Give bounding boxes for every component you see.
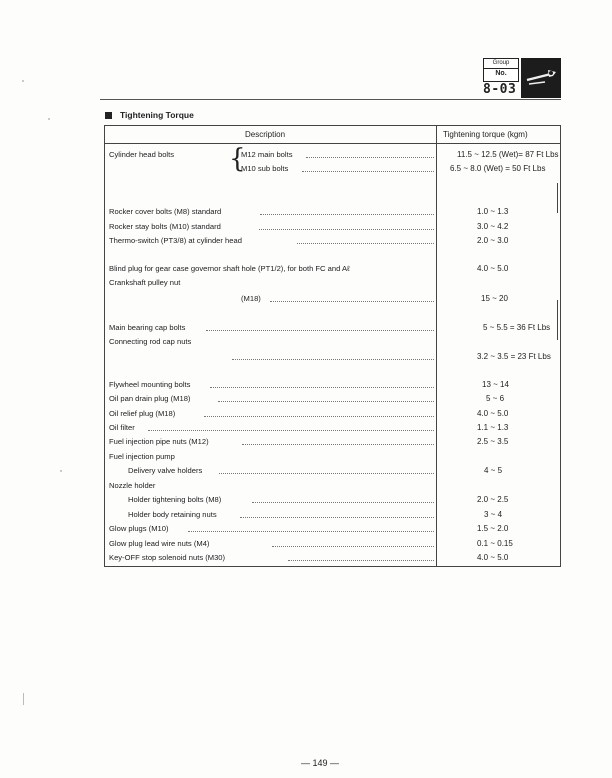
row-desc: Cylinder head bolts bbox=[109, 150, 175, 159]
leader-dots bbox=[218, 401, 434, 402]
leader-dots bbox=[260, 214, 434, 215]
leader-dots bbox=[252, 502, 434, 503]
group-number-box bbox=[483, 58, 561, 98]
row-value: 4.0 ~ 5.0 bbox=[477, 409, 509, 418]
row-desc: Rocker cover bolts (M8) standard bbox=[109, 207, 222, 216]
leader-dots bbox=[270, 301, 434, 302]
leader-dots bbox=[204, 416, 434, 417]
group-label-text: Group bbox=[492, 60, 510, 66]
leader-dots bbox=[240, 517, 434, 518]
brace-symbol: { bbox=[229, 144, 246, 174]
leader-dots bbox=[272, 546, 434, 547]
row-desc: Oil pan drain plug (M18) bbox=[109, 394, 191, 403]
row-value: 5 ~ 5.5 = 36 Ft Lbs bbox=[483, 323, 551, 332]
row-desc: Rocker stay bolts (M10) standard bbox=[109, 222, 221, 231]
group-number: 8-03 bbox=[483, 82, 517, 97]
row-desc: Blind plug for gear case governor shaft hole (PT1/2), for both FC and Aℓ bbox=[109, 264, 350, 273]
leader-dots bbox=[242, 444, 434, 445]
row-desc: Crankshaft pulley nut bbox=[109, 278, 181, 287]
row-sub: M10 sub bolts bbox=[241, 164, 289, 173]
scan-speck bbox=[48, 118, 50, 120]
section-title-text: Tightening Torque bbox=[120, 110, 194, 120]
row-desc: Oil relief plug (M18) bbox=[109, 409, 176, 418]
leader-dots bbox=[259, 229, 434, 230]
row-desc: Oil filter bbox=[109, 423, 135, 432]
row-value: 0.1 ~ 0.15 bbox=[477, 539, 513, 548]
row-value: 11.5 ~ 12.5 (Wet)= 87 Ft Lbs bbox=[457, 150, 559, 159]
header-rule bbox=[100, 99, 561, 100]
row-value: 3.2 ~ 3.5 = 23 Ft Lbs bbox=[477, 352, 551, 361]
leader-dots bbox=[306, 157, 434, 158]
row-value: 6.5 ~ 8.0 (Wet) = 50 Ft Lbs bbox=[450, 164, 546, 173]
header-torque: Tightening torque (kgm) bbox=[443, 130, 528, 139]
leader-dots bbox=[297, 243, 434, 244]
row-desc: Thermo-switch (PT3/8) at cylinder head bbox=[109, 236, 242, 245]
leader-dots bbox=[219, 473, 434, 474]
row-value: 1.5 ~ 2.0 bbox=[477, 524, 509, 533]
row-value: 4.0 ~ 5.0 bbox=[477, 553, 509, 562]
leader-dots bbox=[206, 330, 434, 331]
row-desc: Main bearing cap bolts bbox=[109, 323, 186, 332]
row-value: 4 ~ 5 bbox=[484, 466, 503, 475]
leader-dots bbox=[148, 430, 434, 431]
row-value: 3 ~ 4 bbox=[484, 510, 503, 519]
row-value: 4.0 ~ 5.0 bbox=[477, 264, 509, 273]
wrench-icon bbox=[521, 58, 561, 98]
row-desc: Holder tightening bolts (M8) bbox=[128, 495, 222, 504]
row-value: 2.0 ~ 3.0 bbox=[477, 236, 509, 245]
row-desc: (M18) bbox=[241, 294, 261, 303]
row-value: 15 ~ 20 bbox=[481, 294, 508, 303]
group-label bbox=[483, 58, 519, 82]
section-title bbox=[105, 110, 194, 120]
row-desc: Holder body retaining nuts bbox=[128, 510, 217, 519]
row-desc: Flywheel mounting bolts bbox=[109, 380, 191, 389]
row-value: 5 ~ 6 bbox=[486, 394, 505, 403]
row-sub: M12 main bolts bbox=[241, 150, 293, 159]
handwritten-mark bbox=[557, 183, 558, 213]
row-value: 2.0 ~ 2.5 bbox=[477, 495, 509, 504]
leader-dots bbox=[188, 531, 434, 532]
row-value: 3.0 ~ 4.2 bbox=[477, 222, 509, 231]
row-value: 1.1 ~ 1.3 bbox=[477, 423, 509, 432]
row-desc: Delivery valve holders bbox=[128, 466, 203, 475]
row-desc: Fuel injection pump bbox=[109, 452, 175, 461]
row-desc: Key-OFF stop solenoid nuts (M30) bbox=[109, 553, 226, 562]
leader-dots bbox=[288, 560, 434, 561]
leader-dots bbox=[302, 171, 434, 172]
scan-speck bbox=[60, 470, 62, 472]
bullet-square-icon bbox=[105, 112, 112, 119]
row-desc: Connecting rod cap nuts bbox=[109, 337, 192, 346]
row-value: 2.5 ~ 3.5 bbox=[477, 437, 509, 446]
group-no-text: No. bbox=[484, 68, 518, 78]
scan-speck bbox=[22, 80, 24, 82]
scan-speck bbox=[23, 693, 24, 705]
handwritten-mark bbox=[557, 300, 558, 340]
leader-dots bbox=[210, 387, 434, 388]
row-desc: Glow plug lead wire nuts (M4) bbox=[109, 539, 210, 548]
row-desc: Glow plugs (M10) bbox=[109, 524, 169, 533]
row-value: 1.0 ~ 1.3 bbox=[477, 207, 509, 216]
row-desc: Nozzle holder bbox=[109, 481, 156, 490]
row-value: 13 ~ 14 bbox=[482, 380, 509, 389]
table-header-divider bbox=[104, 143, 561, 144]
leader-dots bbox=[232, 359, 434, 360]
row-desc: Fuel injection pipe nuts (M12) bbox=[109, 437, 209, 446]
header-description: Description bbox=[245, 130, 286, 139]
page-number: — 149 — bbox=[300, 758, 340, 768]
table-column-divider bbox=[436, 125, 437, 567]
